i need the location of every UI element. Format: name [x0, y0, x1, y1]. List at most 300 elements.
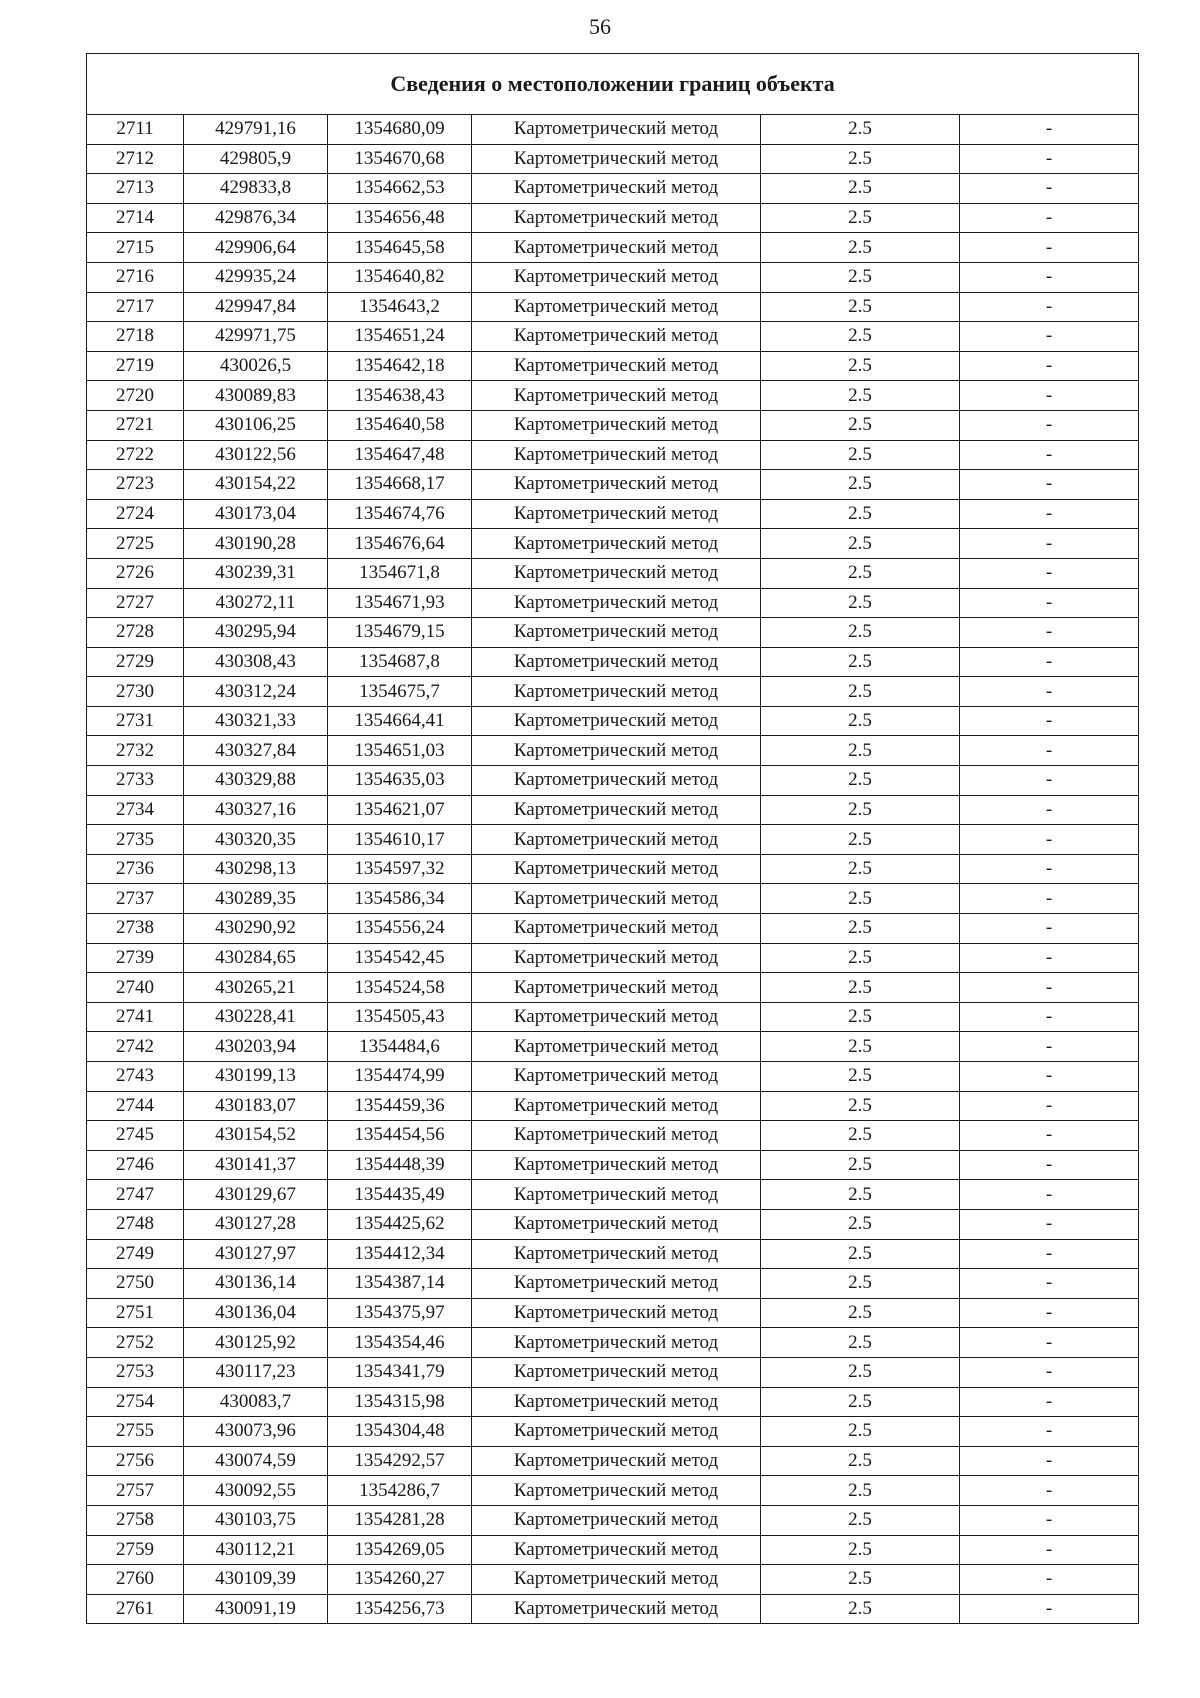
description-cell: - — [960, 1476, 1139, 1506]
y-coordinate-cell: 1354635,03 — [328, 766, 472, 796]
description-cell: - — [960, 1535, 1139, 1565]
table-row — [87, 529, 1139, 559]
y-coordinate-cell: 1354671,93 — [328, 588, 472, 618]
point-number-cell: 2728 — [87, 618, 184, 648]
method-cell: Картометрический метод — [472, 795, 761, 825]
accuracy-cell: 2.5 — [761, 588, 960, 618]
table-row — [87, 588, 1139, 618]
description-cell: - — [960, 1328, 1139, 1358]
y-coordinate-cell: 1354676,64 — [328, 529, 472, 559]
table-row — [87, 410, 1139, 440]
description-cell: - — [960, 1269, 1139, 1299]
method-cell: Картометрический метод — [472, 1002, 761, 1032]
x-coordinate-cell: 430199,13 — [184, 1062, 328, 1092]
x-coordinate-cell: 429791,16 — [184, 115, 328, 145]
y-coordinate-cell: 1354286,7 — [328, 1476, 472, 1506]
point-number-cell: 2735 — [87, 825, 184, 855]
point-number-cell: 2747 — [87, 1180, 184, 1210]
y-coordinate-cell: 1354292,57 — [328, 1446, 472, 1476]
y-coordinate-cell: 1354256,73 — [328, 1594, 472, 1624]
accuracy-cell: 2.5 — [761, 1269, 960, 1299]
accuracy-cell: 2.5 — [761, 706, 960, 736]
description-cell: - — [960, 203, 1139, 233]
point-number-cell: 2752 — [87, 1328, 184, 1358]
point-number-cell: 2741 — [87, 1002, 184, 1032]
table-row — [87, 233, 1139, 263]
point-number-cell: 2711 — [87, 115, 184, 145]
x-coordinate-cell: 430103,75 — [184, 1505, 328, 1535]
method-cell: Картометрический метод — [472, 1032, 761, 1062]
description-cell: - — [960, 292, 1139, 322]
boundary-coordinates-table — [86, 53, 1139, 1624]
x-coordinate-cell: 429947,84 — [184, 292, 328, 322]
y-coordinate-cell: 1354412,34 — [328, 1239, 472, 1269]
table-row — [87, 1209, 1139, 1239]
table-row — [87, 884, 1139, 914]
accuracy-cell: 2.5 — [761, 647, 960, 677]
y-coordinate-cell: 1354645,58 — [328, 233, 472, 263]
y-coordinate-cell: 1354680,09 — [328, 115, 472, 145]
table-row — [87, 1505, 1139, 1535]
table-row — [87, 677, 1139, 707]
description-cell: - — [960, 1032, 1139, 1062]
y-coordinate-cell: 1354260,27 — [328, 1565, 472, 1595]
y-coordinate-cell: 1354651,24 — [328, 322, 472, 352]
y-coordinate-cell: 1354556,24 — [328, 914, 472, 944]
point-number-cell: 2737 — [87, 884, 184, 914]
description-cell: - — [960, 647, 1139, 677]
table-row — [87, 203, 1139, 233]
description-cell: - — [960, 381, 1139, 411]
table-title-row — [87, 54, 1139, 115]
y-coordinate-cell: 1354671,8 — [328, 558, 472, 588]
table-row — [87, 144, 1139, 174]
table-row — [87, 381, 1139, 411]
table-row — [87, 1476, 1139, 1506]
method-cell: Картометрический метод — [472, 943, 761, 973]
accuracy-cell: 2.5 — [761, 1476, 960, 1506]
accuracy-cell: 2.5 — [761, 1505, 960, 1535]
method-cell: Картометрический метод — [472, 499, 761, 529]
description-cell: - — [960, 144, 1139, 174]
accuracy-cell: 2.5 — [761, 470, 960, 500]
point-number-cell: 2729 — [87, 647, 184, 677]
method-cell: Картометрический метод — [472, 233, 761, 263]
point-number-cell: 2753 — [87, 1357, 184, 1387]
x-coordinate-cell: 430125,92 — [184, 1328, 328, 1358]
accuracy-cell: 2.5 — [761, 1180, 960, 1210]
description-cell: - — [960, 174, 1139, 204]
x-coordinate-cell: 429833,8 — [184, 174, 328, 204]
y-coordinate-cell: 1354610,17 — [328, 825, 472, 855]
point-number-cell: 2733 — [87, 766, 184, 796]
y-coordinate-cell: 1354454,56 — [328, 1121, 472, 1151]
accuracy-cell: 2.5 — [761, 884, 960, 914]
accuracy-cell: 2.5 — [761, 1032, 960, 1062]
y-coordinate-cell: 1354664,41 — [328, 706, 472, 736]
description-cell: - — [960, 1239, 1139, 1269]
point-number-cell: 2734 — [87, 795, 184, 825]
table-row — [87, 647, 1139, 677]
y-coordinate-cell: 1354387,14 — [328, 1269, 472, 1299]
method-cell: Картометрический метод — [472, 1565, 761, 1595]
description-cell: - — [960, 322, 1139, 352]
method-cell: Картометрический метод — [472, 1062, 761, 1092]
x-coordinate-cell: 430083,7 — [184, 1387, 328, 1417]
table-row — [87, 1328, 1139, 1358]
accuracy-cell: 2.5 — [761, 1091, 960, 1121]
table-row — [87, 1446, 1139, 1476]
x-coordinate-cell: 430136,04 — [184, 1298, 328, 1328]
method-cell: Картометрический метод — [472, 647, 761, 677]
table-row — [87, 1387, 1139, 1417]
description-cell: - — [960, 115, 1139, 145]
method-cell: Картометрический метод — [472, 1180, 761, 1210]
description-cell: - — [960, 1062, 1139, 1092]
x-coordinate-cell: 430320,35 — [184, 825, 328, 855]
description-cell: - — [960, 233, 1139, 263]
accuracy-cell: 2.5 — [761, 440, 960, 470]
method-cell: Картометрический метод — [472, 973, 761, 1003]
y-coordinate-cell: 1354474,99 — [328, 1062, 472, 1092]
table-body — [87, 54, 1139, 1624]
accuracy-cell: 2.5 — [761, 351, 960, 381]
x-coordinate-cell: 430129,67 — [184, 1180, 328, 1210]
point-number-cell: 2722 — [87, 440, 184, 470]
y-coordinate-cell: 1354668,17 — [328, 470, 472, 500]
description-cell: - — [960, 736, 1139, 766]
table-row — [87, 1150, 1139, 1180]
accuracy-cell: 2.5 — [761, 1565, 960, 1595]
x-coordinate-cell: 430183,07 — [184, 1091, 328, 1121]
point-number-cell: 2755 — [87, 1417, 184, 1447]
method-cell: Картометрический метод — [472, 618, 761, 648]
x-coordinate-cell: 430312,24 — [184, 677, 328, 707]
table-row — [87, 558, 1139, 588]
table-row — [87, 943, 1139, 973]
point-number-cell: 2717 — [87, 292, 184, 322]
method-cell: Картометрический метод — [472, 410, 761, 440]
description-cell: - — [960, 943, 1139, 973]
page-number: 56 — [589, 14, 611, 39]
accuracy-cell: 2.5 — [761, 1446, 960, 1476]
point-number-cell: 2723 — [87, 470, 184, 500]
point-number-cell: 2724 — [87, 499, 184, 529]
point-number-cell: 2730 — [87, 677, 184, 707]
method-cell: Картометрический метод — [472, 736, 761, 766]
x-coordinate-cell: 429876,34 — [184, 203, 328, 233]
x-coordinate-cell: 430154,22 — [184, 470, 328, 500]
method-cell: Картометрический метод — [472, 1417, 761, 1447]
method-cell: Картометрический метод — [472, 262, 761, 292]
method-cell: Картометрический метод — [472, 440, 761, 470]
description-cell: - — [960, 854, 1139, 884]
point-number-cell: 2720 — [87, 381, 184, 411]
x-coordinate-cell: 430073,96 — [184, 1417, 328, 1447]
description-cell: - — [960, 1180, 1139, 1210]
y-coordinate-cell: 1354484,6 — [328, 1032, 472, 1062]
y-coordinate-cell: 1354459,36 — [328, 1091, 472, 1121]
point-number-cell: 2740 — [87, 973, 184, 1003]
description-cell: - — [960, 262, 1139, 292]
accuracy-cell: 2.5 — [761, 1594, 960, 1624]
x-coordinate-cell: 430141,37 — [184, 1150, 328, 1180]
accuracy-cell: 2.5 — [761, 262, 960, 292]
point-number-cell: 2761 — [87, 1594, 184, 1624]
y-coordinate-cell: 1354640,58 — [328, 410, 472, 440]
x-coordinate-cell: 430295,94 — [184, 618, 328, 648]
method-cell: Картометрический метод — [472, 292, 761, 322]
x-coordinate-cell: 430074,59 — [184, 1446, 328, 1476]
accuracy-cell: 2.5 — [761, 322, 960, 352]
method-cell: Картометрический метод — [472, 677, 761, 707]
table-row — [87, 854, 1139, 884]
point-number-cell: 2745 — [87, 1121, 184, 1151]
description-cell: - — [960, 1387, 1139, 1417]
accuracy-cell: 2.5 — [761, 1328, 960, 1358]
point-number-cell: 2732 — [87, 736, 184, 766]
accuracy-cell: 2.5 — [761, 529, 960, 559]
table-row — [87, 174, 1139, 204]
table-row — [87, 1062, 1139, 1092]
description-cell: - — [960, 1446, 1139, 1476]
y-coordinate-cell: 1354662,53 — [328, 174, 472, 204]
accuracy-cell: 2.5 — [761, 825, 960, 855]
table-row — [87, 1269, 1139, 1299]
description-cell: - — [960, 1121, 1139, 1151]
point-number-cell: 2738 — [87, 914, 184, 944]
method-cell: Картометрический метод — [472, 1298, 761, 1328]
y-coordinate-cell: 1354651,03 — [328, 736, 472, 766]
x-coordinate-cell: 430290,92 — [184, 914, 328, 944]
method-cell: Картометрический метод — [472, 1209, 761, 1239]
method-cell: Картометрический метод — [472, 351, 761, 381]
method-cell: Картометрический метод — [472, 144, 761, 174]
table-row — [87, 292, 1139, 322]
method-cell: Картометрический метод — [472, 1387, 761, 1417]
method-cell: Картометрический метод — [472, 322, 761, 352]
y-coordinate-cell: 1354647,48 — [328, 440, 472, 470]
accuracy-cell: 2.5 — [761, 1002, 960, 1032]
y-coordinate-cell: 1354675,7 — [328, 677, 472, 707]
accuracy-cell: 2.5 — [761, 854, 960, 884]
description-cell: - — [960, 1209, 1139, 1239]
y-coordinate-cell: 1354281,28 — [328, 1505, 472, 1535]
y-coordinate-cell: 1354597,32 — [328, 854, 472, 884]
method-cell: Картометрический метод — [472, 1476, 761, 1506]
description-cell: - — [960, 1150, 1139, 1180]
point-number-cell: 2715 — [87, 233, 184, 263]
y-coordinate-cell: 1354354,46 — [328, 1328, 472, 1358]
point-number-cell: 2759 — [87, 1535, 184, 1565]
table-row — [87, 1121, 1139, 1151]
description-cell: - — [960, 351, 1139, 381]
accuracy-cell: 2.5 — [761, 973, 960, 1003]
x-coordinate-cell: 430308,43 — [184, 647, 328, 677]
table-row — [87, 1002, 1139, 1032]
method-cell: Картометрический метод — [472, 1121, 761, 1151]
y-coordinate-cell: 1354621,07 — [328, 795, 472, 825]
accuracy-cell: 2.5 — [761, 943, 960, 973]
y-coordinate-cell: 1354656,48 — [328, 203, 472, 233]
y-coordinate-cell: 1354542,45 — [328, 943, 472, 973]
accuracy-cell: 2.5 — [761, 914, 960, 944]
method-cell: Картометрический метод — [472, 1239, 761, 1269]
x-coordinate-cell: 430136,14 — [184, 1269, 328, 1299]
y-coordinate-cell: 1354448,39 — [328, 1150, 472, 1180]
x-coordinate-cell: 430203,94 — [184, 1032, 328, 1062]
point-number-cell: 2758 — [87, 1505, 184, 1535]
point-number-cell: 2727 — [87, 588, 184, 618]
x-coordinate-cell: 430106,25 — [184, 410, 328, 440]
table-row — [87, 499, 1139, 529]
accuracy-cell: 2.5 — [761, 115, 960, 145]
point-number-cell: 2721 — [87, 410, 184, 440]
method-cell: Картометрический метод — [472, 1150, 761, 1180]
method-cell: Картометрический метод — [472, 115, 761, 145]
method-cell: Картометрический метод — [472, 1535, 761, 1565]
accuracy-cell: 2.5 — [761, 1150, 960, 1180]
table-row — [87, 1298, 1139, 1328]
accuracy-cell: 2.5 — [761, 1209, 960, 1239]
point-number-cell: 2725 — [87, 529, 184, 559]
accuracy-cell: 2.5 — [761, 558, 960, 588]
method-cell: Картометрический метод — [472, 884, 761, 914]
point-number-cell: 2718 — [87, 322, 184, 352]
description-cell: - — [960, 1002, 1139, 1032]
description-cell: - — [960, 529, 1139, 559]
y-coordinate-cell: 1354341,79 — [328, 1357, 472, 1387]
accuracy-cell: 2.5 — [761, 144, 960, 174]
table-row — [87, 1180, 1139, 1210]
table-row — [87, 1357, 1139, 1387]
accuracy-cell: 2.5 — [761, 1535, 960, 1565]
x-coordinate-cell: 430092,55 — [184, 1476, 328, 1506]
point-number-cell: 2731 — [87, 706, 184, 736]
x-coordinate-cell: 430026,5 — [184, 351, 328, 381]
accuracy-cell: 2.5 — [761, 795, 960, 825]
table-row — [87, 736, 1139, 766]
x-coordinate-cell: 430239,31 — [184, 558, 328, 588]
point-number-cell: 2719 — [87, 351, 184, 381]
y-coordinate-cell: 1354524,58 — [328, 973, 472, 1003]
table-row — [87, 262, 1139, 292]
accuracy-cell: 2.5 — [761, 677, 960, 707]
method-cell: Картометрический метод — [472, 854, 761, 884]
method-cell: Картометрический метод — [472, 470, 761, 500]
point-number-cell: 2713 — [87, 174, 184, 204]
y-coordinate-cell: 1354687,8 — [328, 647, 472, 677]
method-cell: Картометрический метод — [472, 1446, 761, 1476]
description-cell: - — [960, 766, 1139, 796]
accuracy-cell: 2.5 — [761, 736, 960, 766]
accuracy-cell: 2.5 — [761, 1387, 960, 1417]
description-cell: - — [960, 558, 1139, 588]
y-coordinate-cell: 1354640,82 — [328, 262, 472, 292]
x-coordinate-cell: 430284,65 — [184, 943, 328, 973]
description-cell: - — [960, 1505, 1139, 1535]
point-number-cell: 2714 — [87, 203, 184, 233]
method-cell: Картометрический метод — [472, 174, 761, 204]
y-coordinate-cell: 1354304,48 — [328, 1417, 472, 1447]
accuracy-cell: 2.5 — [761, 203, 960, 233]
description-cell: - — [960, 470, 1139, 500]
x-coordinate-cell: 430190,28 — [184, 529, 328, 559]
method-cell: Картометрический метод — [472, 381, 761, 411]
description-cell: - — [960, 410, 1139, 440]
table-row — [87, 1594, 1139, 1624]
point-number-cell: 2742 — [87, 1032, 184, 1062]
method-cell: Картометрический метод — [472, 706, 761, 736]
x-coordinate-cell: 430112,21 — [184, 1535, 328, 1565]
method-cell: Картометрический метод — [472, 1594, 761, 1624]
table-row — [87, 1239, 1139, 1269]
point-number-cell: 2739 — [87, 943, 184, 973]
accuracy-cell: 2.5 — [761, 766, 960, 796]
method-cell: Картометрический метод — [472, 1357, 761, 1387]
point-number-cell: 2743 — [87, 1062, 184, 1092]
description-cell: - — [960, 1417, 1139, 1447]
y-coordinate-cell: 1354674,76 — [328, 499, 472, 529]
description-cell: - — [960, 914, 1139, 944]
accuracy-cell: 2.5 — [761, 618, 960, 648]
point-number-cell: 2760 — [87, 1565, 184, 1595]
x-coordinate-cell: 430321,33 — [184, 706, 328, 736]
x-coordinate-cell: 430173,04 — [184, 499, 328, 529]
description-cell: - — [960, 825, 1139, 855]
method-cell: Картометрический метод — [472, 825, 761, 855]
accuracy-cell: 2.5 — [761, 499, 960, 529]
x-coordinate-cell: 430327,84 — [184, 736, 328, 766]
y-coordinate-cell: 1354505,43 — [328, 1002, 472, 1032]
x-coordinate-cell: 430289,35 — [184, 884, 328, 914]
description-cell: - — [960, 499, 1139, 529]
table-row — [87, 1535, 1139, 1565]
description-cell: - — [960, 677, 1139, 707]
point-number-cell: 2746 — [87, 1150, 184, 1180]
description-cell: - — [960, 884, 1139, 914]
method-cell: Картометрический метод — [472, 529, 761, 559]
description-cell: - — [960, 1594, 1139, 1624]
table-row — [87, 1032, 1139, 1062]
table-row — [87, 618, 1139, 648]
accuracy-cell: 2.5 — [761, 292, 960, 322]
y-coordinate-cell: 1354425,62 — [328, 1209, 472, 1239]
x-coordinate-cell: 430298,13 — [184, 854, 328, 884]
method-cell: Картометрический метод — [472, 1328, 761, 1358]
x-coordinate-cell: 430127,97 — [184, 1239, 328, 1269]
y-coordinate-cell: 1354643,2 — [328, 292, 472, 322]
accuracy-cell: 2.5 — [761, 1417, 960, 1447]
table-row — [87, 1417, 1139, 1447]
method-cell: Картометрический метод — [472, 588, 761, 618]
y-coordinate-cell: 1354642,18 — [328, 351, 472, 381]
x-coordinate-cell: 430228,41 — [184, 1002, 328, 1032]
point-number-cell: 2716 — [87, 262, 184, 292]
table-row — [87, 115, 1139, 145]
description-cell: - — [960, 1091, 1139, 1121]
description-cell: - — [960, 440, 1139, 470]
point-number-cell: 2744 — [87, 1091, 184, 1121]
point-number-cell: 2750 — [87, 1269, 184, 1299]
table-row — [87, 766, 1139, 796]
accuracy-cell: 2.5 — [761, 410, 960, 440]
table-title: Сведения о местоположении границ объекта — [87, 54, 1139, 115]
method-cell: Картометрический метод — [472, 1269, 761, 1299]
point-number-cell: 2756 — [87, 1446, 184, 1476]
table-row — [87, 706, 1139, 736]
point-number-cell: 2749 — [87, 1239, 184, 1269]
